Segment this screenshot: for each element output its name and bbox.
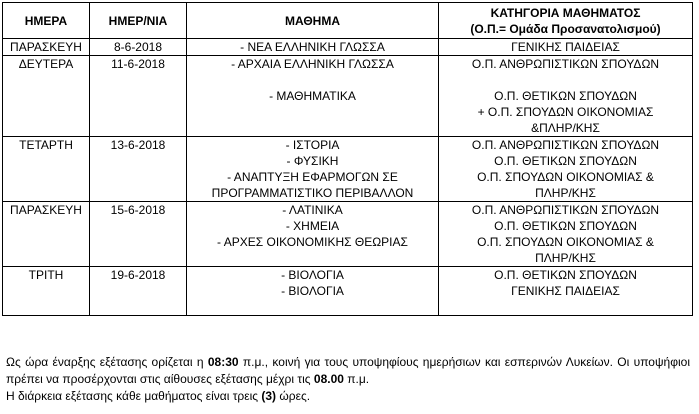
category-line: ΓΕΝΙΚΗΣ ΠΑΙΔΕΙΑΣ <box>511 40 620 54</box>
header-date: ΗΜΕΡ/ΝΙΑ <box>90 3 187 39</box>
note-duration-value: (3) <box>261 389 277 403</box>
header-category-note: (Ο.Π.= Ομάδα Προσανατολισμού) <box>470 21 661 36</box>
date-cell: 15-6-2018 <box>90 202 187 267</box>
note-text: ώρες. <box>276 389 311 403</box>
subject-line: - ΑΡΧΑΙΑ ΕΛΛΗΝΙΚΗ ΓΛΩΣΣΑ <box>231 57 394 71</box>
category-line: ΠΛΗΡ/ΚΗΣ <box>535 186 596 200</box>
subject-cell <box>187 202 439 267</box>
note-start-time <box>6 354 690 388</box>
day-cell: ΔΕΥΤΕΡΑ <box>3 56 90 137</box>
subject-line: ΠΡΟΓΡΑΜΜΑΤΙΣΤΙΚΟ ΠΕΡΙΒΑΛΛΟΝ <box>211 186 414 200</box>
header-category <box>439 3 693 39</box>
category-line: Ο.Π. ΑΝΘΡΩΠΙΣΤΙΚΩΝ ΣΠΟΥΔΩΝ <box>471 203 660 217</box>
subject-line: - ΒΙΟΛΟΓΙΑ <box>281 284 344 298</box>
category-line: Ο.Π. ΘΕΤΙΚΩΝ ΣΠΟΥΔΩΝ <box>494 268 637 282</box>
category-line: Ο.Π. ΑΝΘΡΩΠΙΣΤΙΚΩΝ ΣΠΟΥΔΩΝ <box>471 57 660 71</box>
category-line <box>442 299 689 315</box>
header-subject: ΜΑΘΗΜΑ <box>187 3 439 39</box>
category-line: ΠΛΗΡ/ΚΗΣ <box>535 251 596 265</box>
category-cell <box>439 56 693 137</box>
day-cell: ΠΑΡΑΣΚΕΥΗ <box>3 39 90 56</box>
subject-line <box>190 104 435 120</box>
header-row <box>3 3 693 39</box>
category-cell <box>439 267 693 316</box>
subject-line: - ΙΣΤΟΡΙΑ <box>285 138 340 152</box>
note-text: π.μ. <box>343 372 370 386</box>
note-text: π.μ., κοινή για τους υποψηφίους ημερήσιων και εσπερινών Λυκείων. Οι υποψήφιοι πρέπει να προσέρχονται στις αίθουσες εξέτασης μέχρι τις <box>6 355 690 386</box>
category-line: Ο.Π. ΘΕΤΙΚΩΝ ΣΠΟΥΔΩΝ <box>494 154 637 168</box>
category-line: Ο.Π. ΣΠΟΥΔΩΝ ΟΙΚΟΝΟΜΙΑΣ & <box>477 170 654 184</box>
notes <box>6 354 690 405</box>
header-day: ΗΜΕΡΑ <box>3 3 90 39</box>
category-line: ΓΕΝΙΚΗΣ ΠΑΙΔΕΙΑΣ <box>511 284 620 298</box>
category-line: + Ο.Π. ΣΠΟΥΔΩΝ ΟΙΚΟΝΟΜΙΑΣ <box>477 105 654 119</box>
note-duration <box>6 388 690 405</box>
subject-line <box>190 250 435 266</box>
category-line: Ο.Π. ΑΝΘΡΩΠΙΣΤΙΚΩΝ ΣΠΟΥΔΩΝ <box>471 138 660 152</box>
schedule-row <box>3 56 693 137</box>
date-cell: 19-6-2018 <box>90 267 187 316</box>
subject-cell <box>187 137 439 202</box>
schedule-row <box>3 39 693 56</box>
schedule-row <box>3 137 693 202</box>
category-line: &ΠΛΗΡ/ΚΗΣ <box>531 121 600 135</box>
category-line: Ο.Π. ΘΕΤΙΚΩΝ ΣΠΟΥΔΩΝ <box>494 219 637 233</box>
day-cell: ΤΡΙΤΗ <box>3 267 90 316</box>
subject-cell <box>187 56 439 137</box>
exam-schedule-table <box>2 2 693 316</box>
header-category-title: ΚΑΤΗΓΟΡΙΑ ΜΑΘΗΜΑΤΟΣ <box>490 5 641 20</box>
subject-cell <box>187 39 439 56</box>
date-cell: 11-6-2018 <box>90 56 187 137</box>
category-cell <box>439 39 693 56</box>
subject-cell <box>187 267 439 316</box>
category-line: Ο.Π. ΣΠΟΥΔΩΝ ΟΙΚΟΝΟΜΙΑΣ & <box>477 235 654 249</box>
schedule-row <box>3 202 693 267</box>
subject-line <box>190 72 435 88</box>
subject-line <box>190 299 435 315</box>
note-text: Η διάρκεια εξέτασης κάθε μαθήματος είναι τρεις <box>6 389 262 403</box>
subject-line: - ΜΑΘΗΜΑΤΙΚΑ <box>269 89 356 103</box>
subject-line: - ΦΥΣΙΚΗ <box>286 154 339 168</box>
subject-line: - ΑΝΑΠΤΥΞΗ ΕΦΑΡΜΟΓΩΝ ΣΕ <box>227 170 398 184</box>
subject-line: - ΧΗΜΕΙΑ <box>285 219 340 233</box>
note-start-time-value: 08:30 <box>207 355 239 369</box>
date-cell: 8-6-2018 <box>90 39 187 56</box>
day-cell: ΠΑΡΑΣΚΕΥΗ <box>3 202 90 267</box>
note-arrival-time-value: 08.00 <box>313 372 344 386</box>
subject-line <box>190 120 435 136</box>
subject-line: - ΝΕΑ ΕΛΛΗΝΙΚΗ ΓΛΩΣΣΑ <box>240 40 385 54</box>
subject-line: - ΛΑΤΙΝΙΚΑ <box>282 203 343 217</box>
schedule-body <box>3 39 693 316</box>
category-line <box>442 72 689 88</box>
day-cell: ΤΕΤΑΡΤΗ <box>3 137 90 202</box>
subject-line: - ΑΡΧΕΣ ΟΙΚΟΝΟΜΙΚΗΣ ΘΕΩΡΙΑΣ <box>217 235 408 249</box>
category-cell <box>439 137 693 202</box>
note-text: Ως ώρα έναρξης εξέτασης ορίζεται η <box>6 355 208 369</box>
date-cell: 13-6-2018 <box>90 137 187 202</box>
category-cell <box>439 202 693 267</box>
schedule-row <box>3 267 693 316</box>
subject-line: - ΒΙΟΛΟΓΙΑ <box>281 268 344 282</box>
category-line: Ο.Π. ΘΕΤΙΚΩΝ ΣΠΟΥΔΩΝ <box>494 89 637 103</box>
